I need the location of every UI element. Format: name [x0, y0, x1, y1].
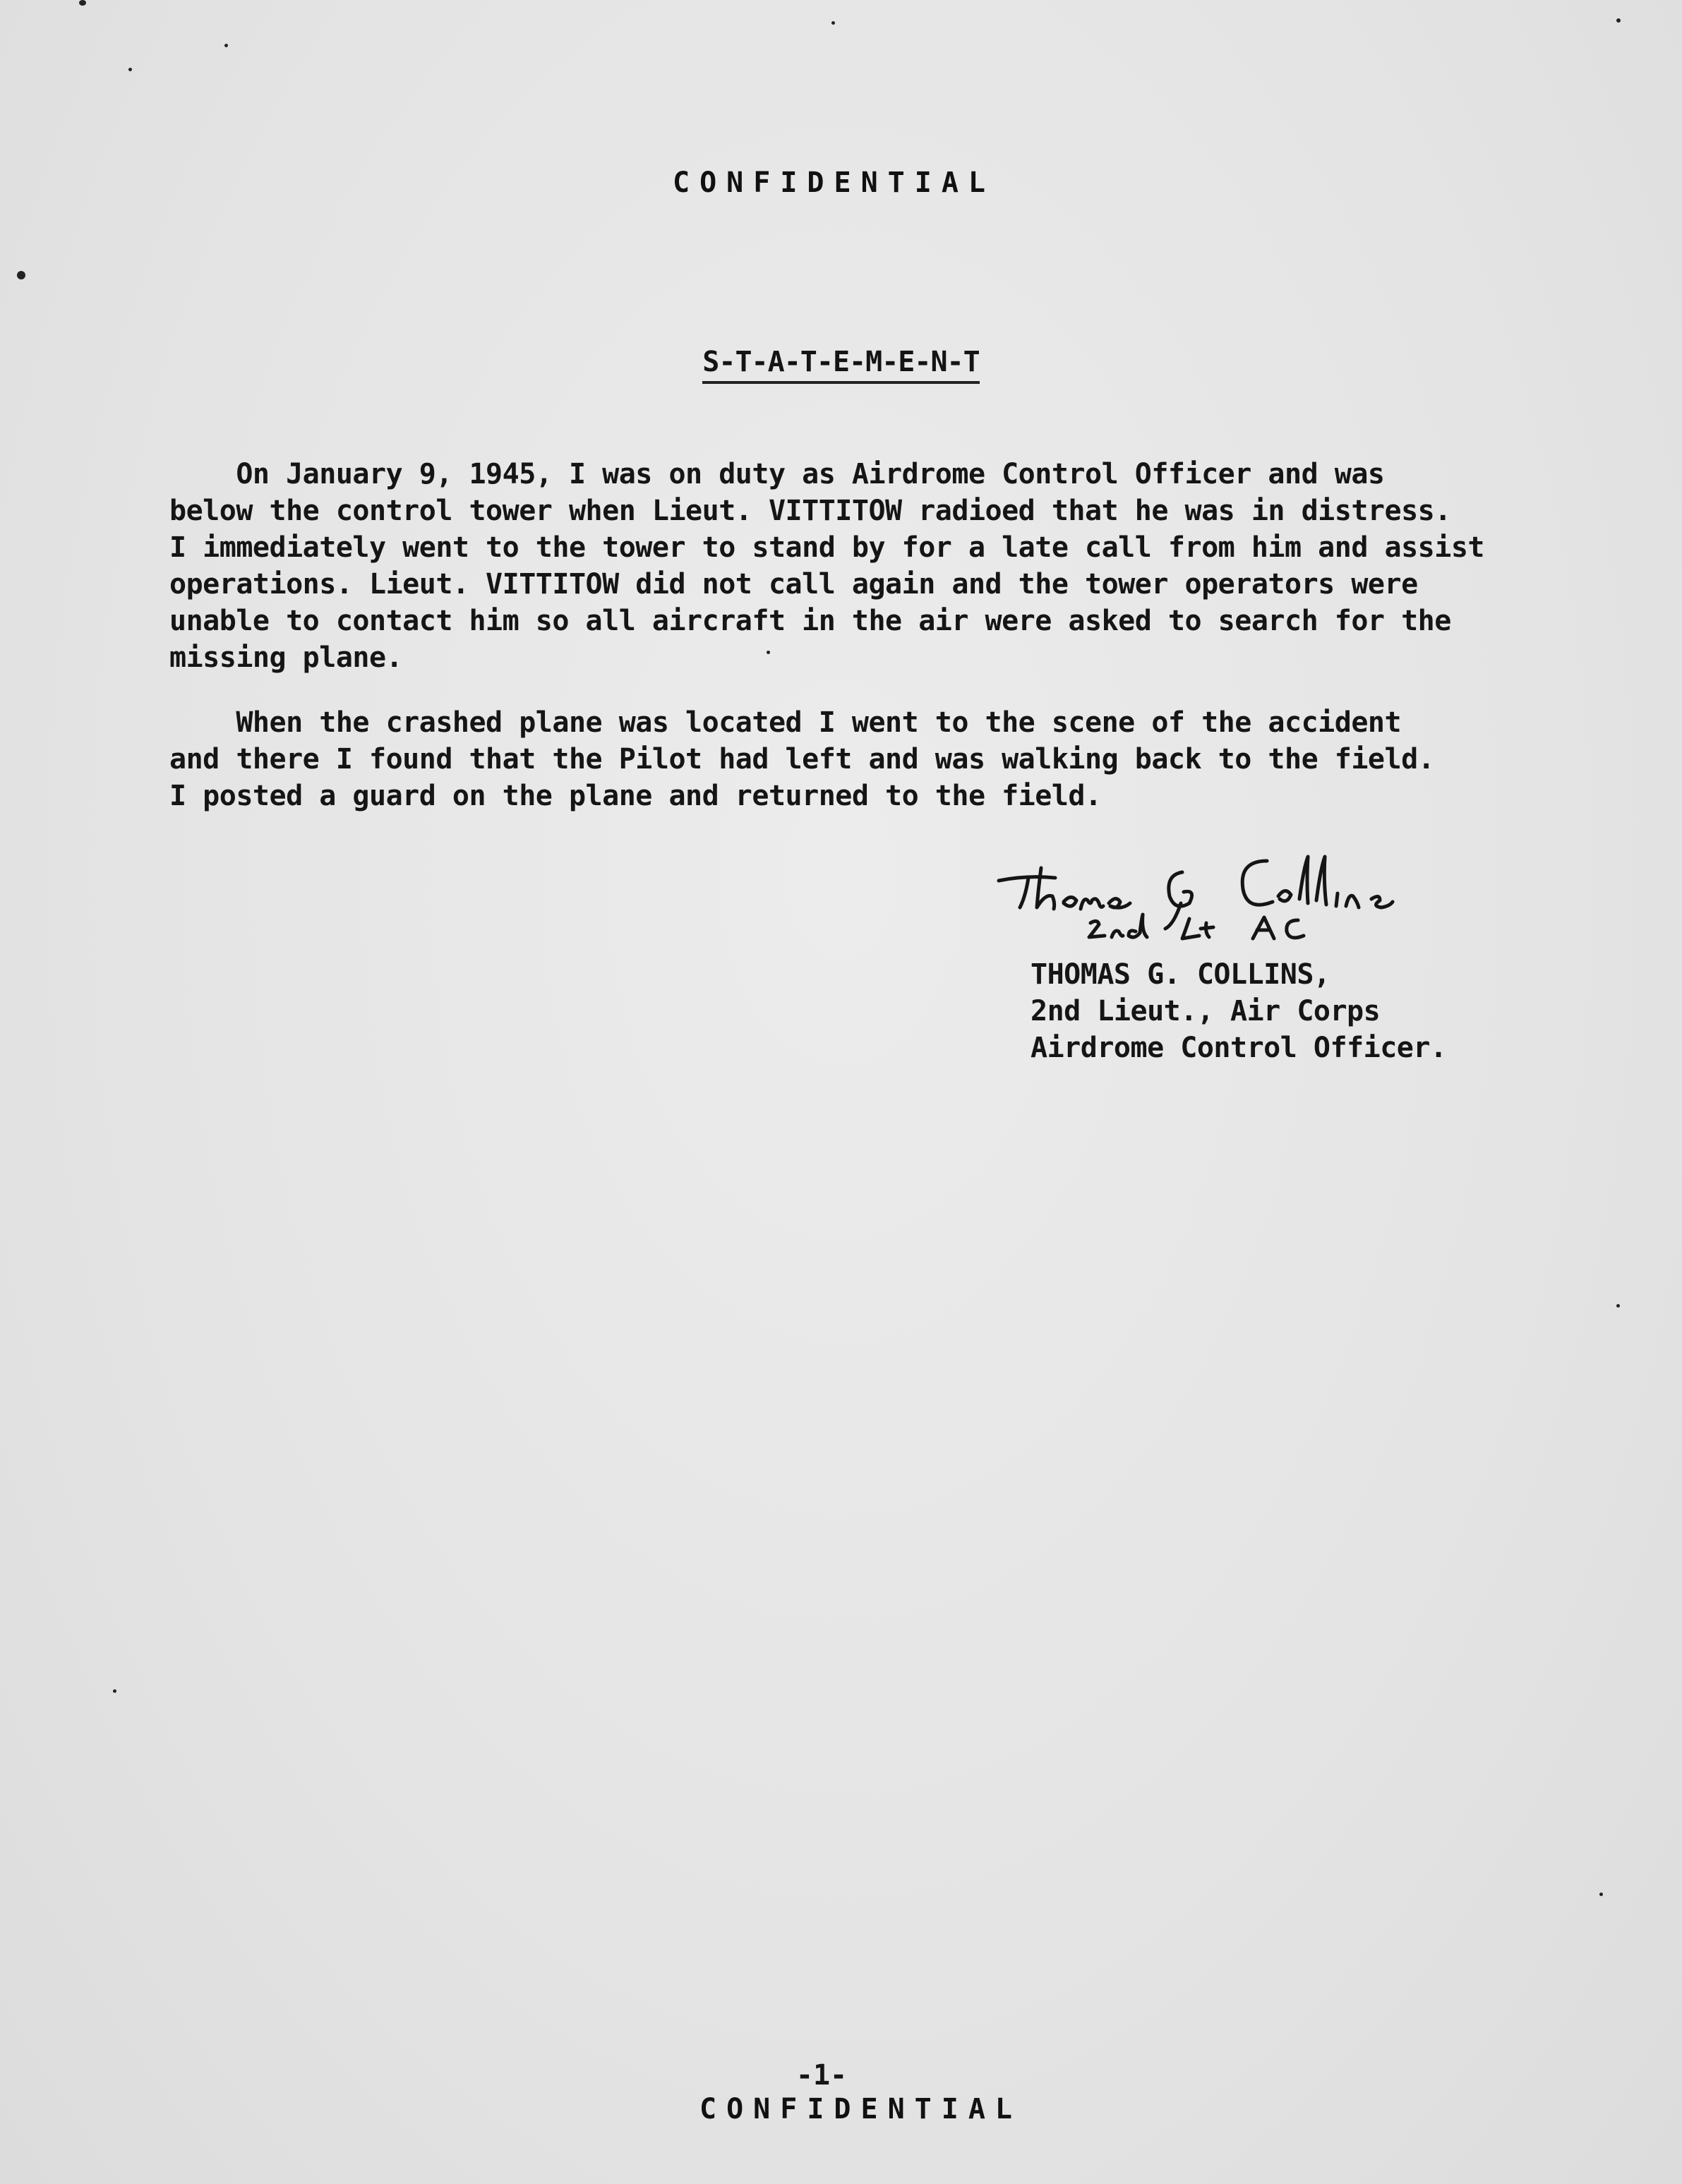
scan-speck [1616, 18, 1621, 23]
scan-speck [79, 0, 86, 6]
paragraph-line: I posted a guard on the plane and returned to the field. [169, 780, 1102, 812]
scan-speck [1599, 1893, 1603, 1896]
paragraph-2 [169, 704, 1588, 814]
paragraph-line: and there I found that the Pilot had left and was walking back to the field. [169, 743, 1435, 776]
signer-rank: 2nd Lieut., Air Corps [1031, 995, 1381, 1027]
paragraph-line: unable to contact him so all aircraft in the air were asked to search for the [169, 605, 1451, 637]
paragraph-line: I immediately went to the tower to stand by for a late call from him and assist [169, 531, 1484, 564]
scan-speck [17, 271, 25, 279]
scan-speck [1616, 1304, 1620, 1308]
paragraph-line: When the crashed plane was located I went to the scene of the accident [169, 706, 1402, 739]
scan-speck [113, 1689, 116, 1693]
statement-title-text: S-T-A-T-E-M-E-N-T [702, 346, 979, 384]
signer-position: Airdrome Control Officer. [1031, 1032, 1447, 1064]
paragraph-line: missing plane. [169, 641, 403, 674]
handwritten-signature [985, 847, 1436, 953]
header-confidential-stamp: CONFIDENTIAL [673, 167, 995, 199]
page-number: -1- [795, 2059, 848, 2092]
statement-title [0, 346, 1682, 378]
paragraph-1 [169, 456, 1588, 676]
signer-name: THOMAS G. COLLINS, [1031, 958, 1330, 991]
paragraph-line: operations. Lieut. VITTITOW did not call again and the tower operators were [169, 568, 1418, 601]
scan-speck [128, 68, 132, 71]
footer-confidential-stamp: CONFIDENTIAL [699, 2093, 1022, 2125]
signature-block [1031, 956, 1447, 1066]
scan-speck [224, 44, 228, 47]
scan-speck [831, 21, 835, 25]
paragraph-line: below the control tower when Lieut. VITTITOW radioed that he was in distress. [169, 495, 1451, 527]
paragraph-line: On January 9, 1945, I was on duty as Airdrome Control Officer and was [169, 458, 1385, 490]
